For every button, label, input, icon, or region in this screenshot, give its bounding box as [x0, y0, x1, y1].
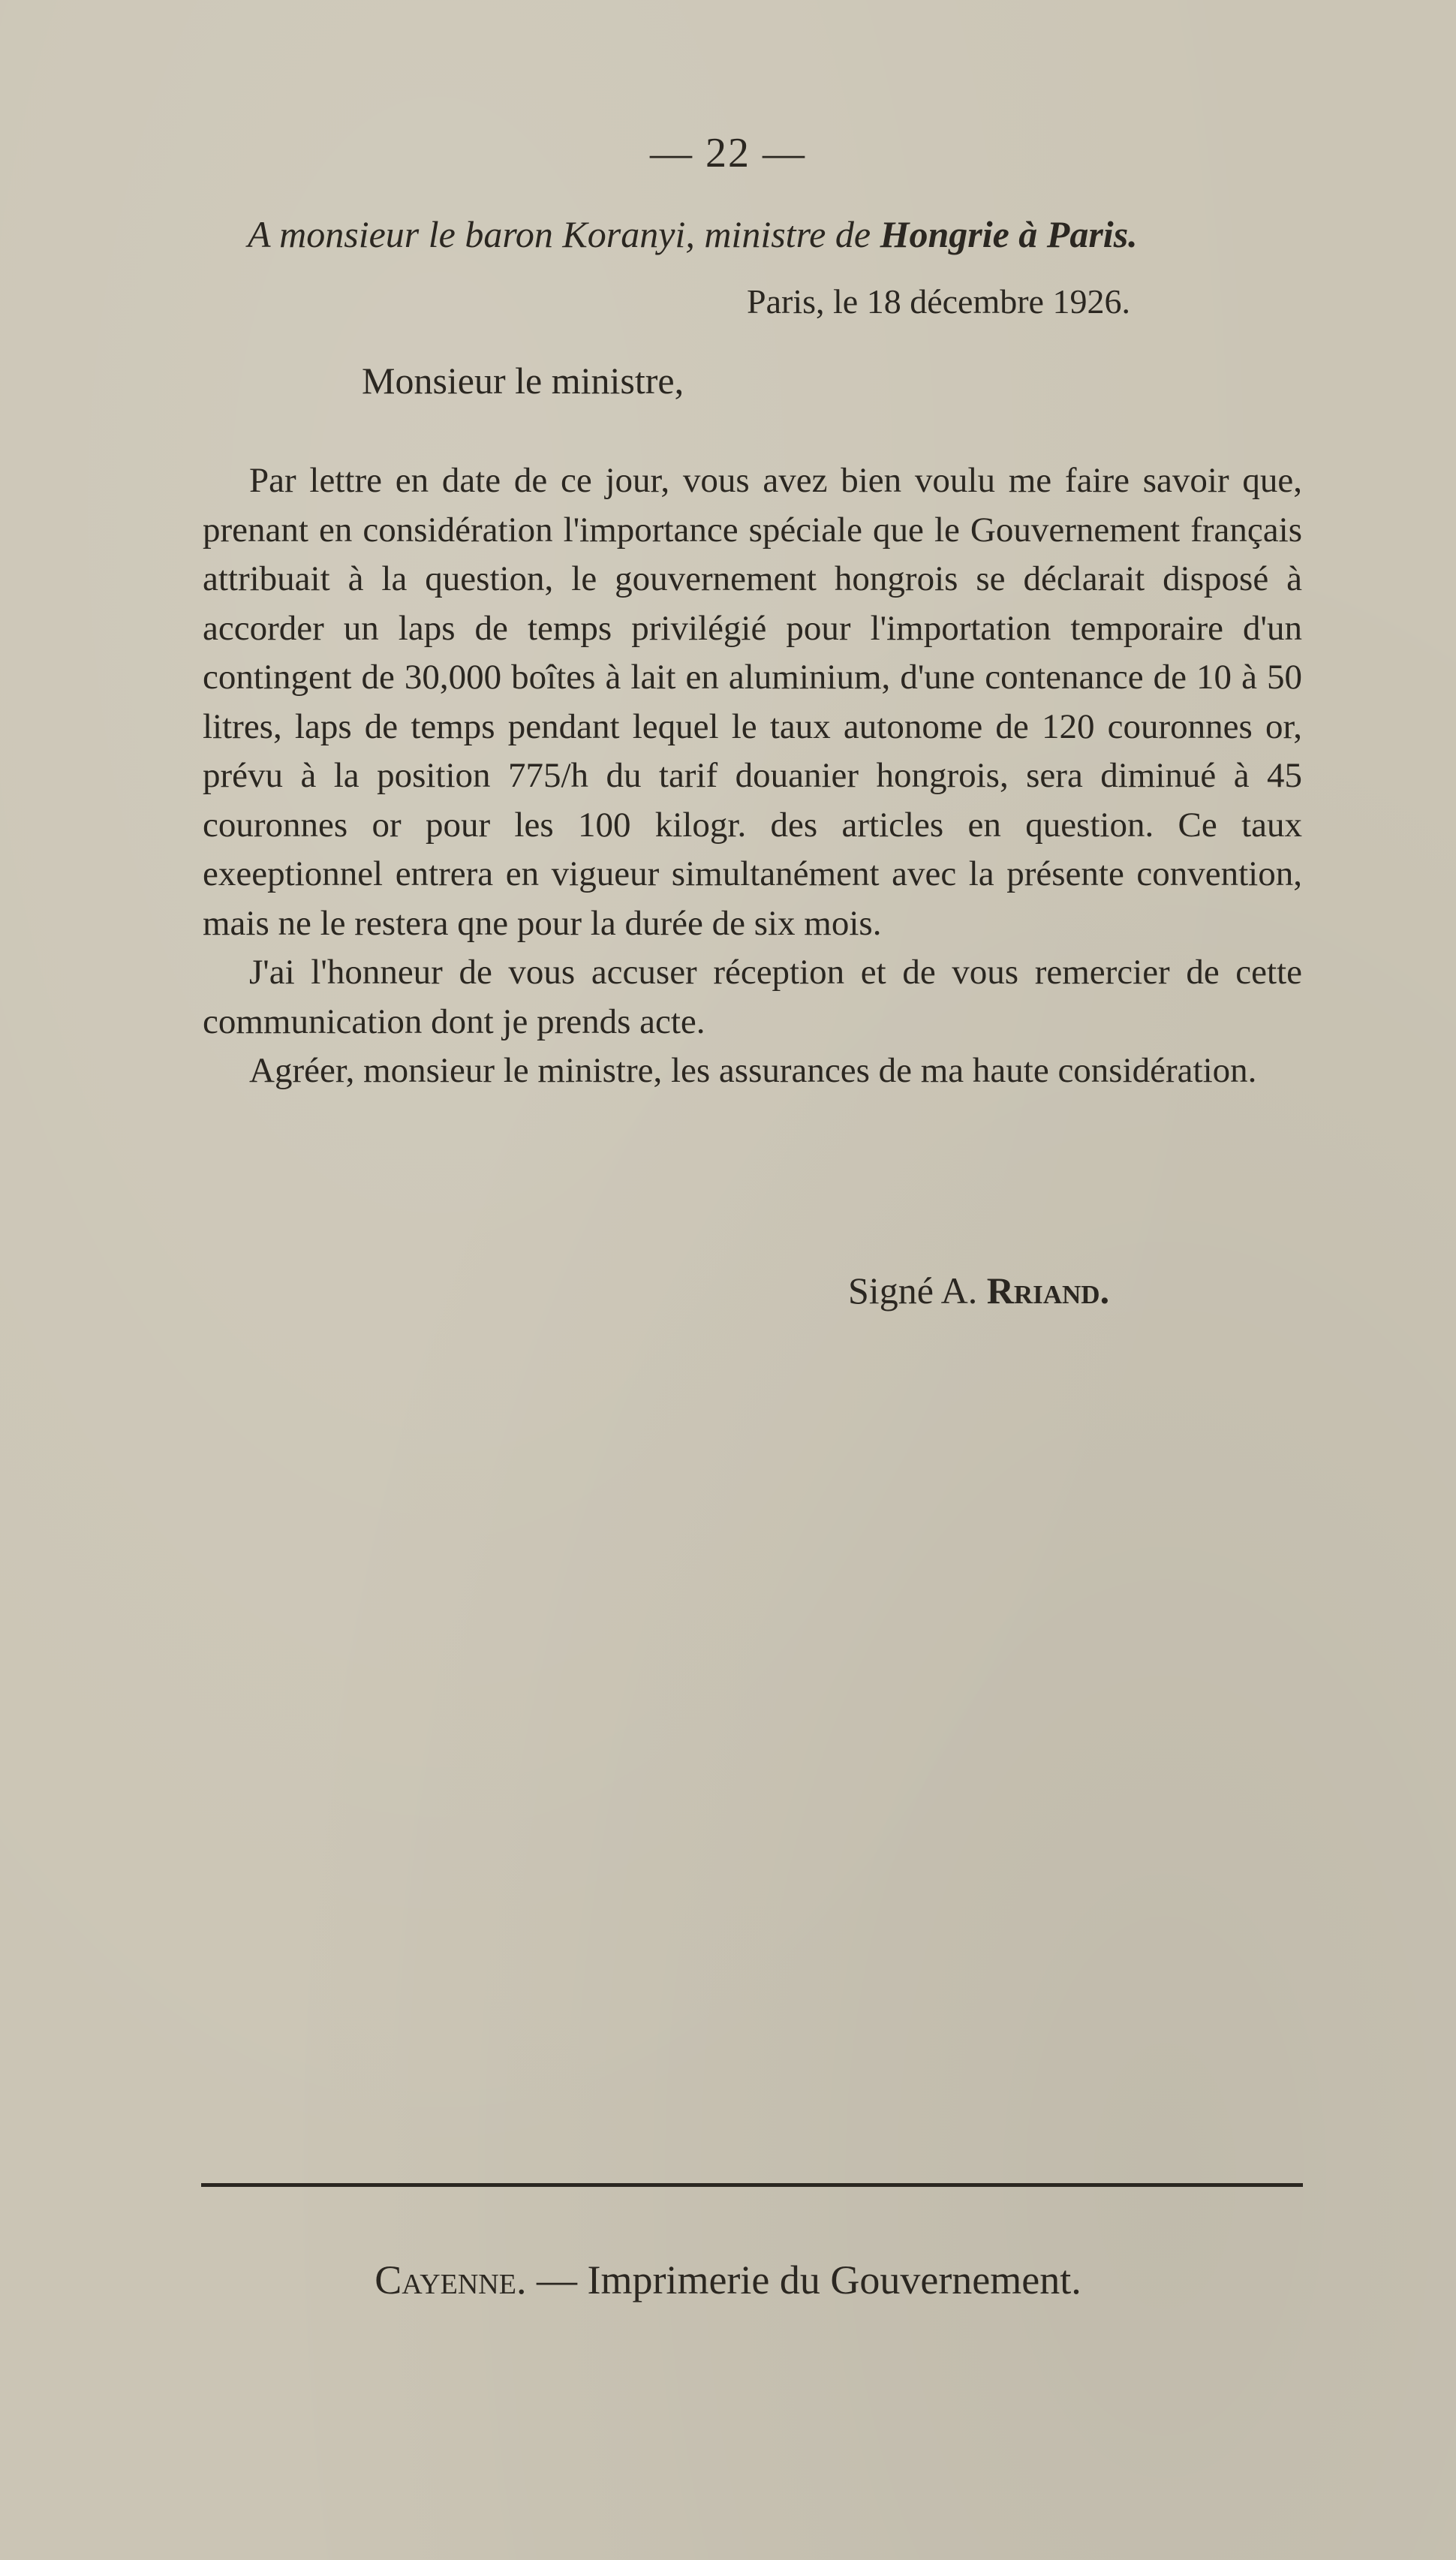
- salutation: Monsieur le ministre,: [362, 360, 684, 402]
- signature-name: Rriand.: [986, 1269, 1110, 1312]
- letter-body: [203, 456, 1302, 1096]
- imprint-place: Cayenne.: [375, 2257, 527, 2302]
- dateline: Paris, le 18 décembre 1926.: [747, 282, 1130, 321]
- signature: [848, 1269, 1109, 1312]
- paragraph-acknowledgement: J'ai l'honneur de vous accuser réception et de vous remercier de cette communication dont je prends acte.: [203, 953, 1302, 1041]
- paragraph-main: Par lettre en date de ce jour, vous avez bien voulu me faire savoir que, prenant en considération l'importance spéciale que le Gouvernement français attribuait à la question, le gouvernement hongrois se déclarait disposé à accorder un laps de temps privilégié pour l'importation temporaire d'un contingent de 30,000 boîtes à lait en aluminium, d'une contenance de 10 à 50 litres, laps de temps pendant lequel le taux autonome de 120 couronnes or, prévu à la position 775/h du tarif douanier hongrois, sera diminué à 45 couronnes or pour les 100 kilogr. des articles en question. Ce taux exeeptionnel entrera en vigueur simultanément avec la présente convention, mais ne le restera qne pour la durée de six mois.: [203, 461, 1302, 943]
- imprint-text: — Imprimerie du Gouvernement.: [526, 2257, 1081, 2302]
- address-recipient: A monsieur le baron Koranyi, ministre de: [248, 213, 880, 255]
- page-number: — 22 —: [650, 130, 806, 176]
- address-location: Hongrie à Paris.: [880, 213, 1138, 255]
- printer-imprint: [0, 2257, 1456, 2303]
- footer-rule: [201, 2183, 1303, 2187]
- paragraph-closing: Agréer, monsieur le ministre, les assurances de ma haute considération.: [249, 1051, 1257, 1090]
- letter-address: [248, 212, 1313, 256]
- signature-prefix: Signé A.: [848, 1269, 987, 1312]
